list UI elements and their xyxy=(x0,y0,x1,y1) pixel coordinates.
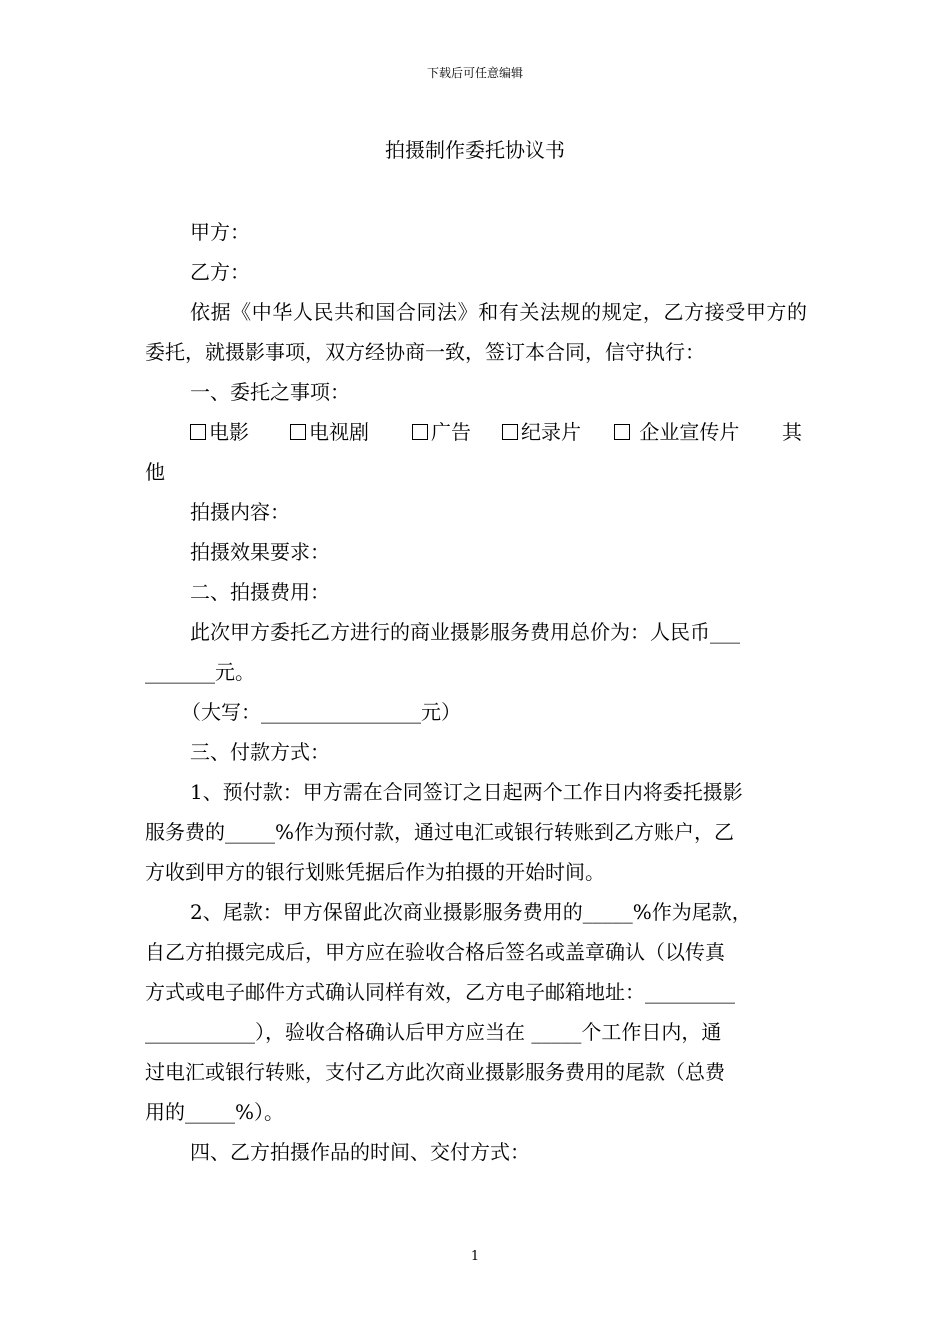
page-header: 下载后可任意编辑 xyxy=(426,66,523,80)
balance-line-2: 自乙方拍摄完成后，甲方应在验收合格后签名或盖章确认（以传真 xyxy=(145,940,725,964)
shooting-effect-label: 拍摄效果要求： xyxy=(190,540,330,564)
section-2-heading: 二、拍摄费用： xyxy=(190,580,330,604)
document-body xyxy=(145,212,807,1172)
section-1-heading: 一、委托之事项： xyxy=(190,380,350,404)
balance-line-5: 过电汇或银行转账，支付乙方此次商业摄影服务费用的尾款（总费 xyxy=(145,1060,725,1084)
fee-line-2: _______元。 xyxy=(145,660,255,684)
checkbox-film[interactable] xyxy=(190,424,206,440)
shooting-content-label: 拍摄内容： xyxy=(190,500,290,524)
option-documentary[interactable]: 纪录片 xyxy=(502,412,614,452)
page-number: 1 xyxy=(470,1249,480,1264)
intro-paragraph: 依据《中华人民共和国合同法》和有关法规的规定，乙方接受甲方的委托，就摄影事项，双方经协商一致，签订本合同，信守执行： xyxy=(145,300,807,364)
balance-line-1: 2、尾款：甲方保留此次商业摄影服务费用的_____%作为尾款， xyxy=(190,900,752,924)
option-other-continued: 他 xyxy=(145,460,165,484)
party-a-label: 甲方： xyxy=(190,220,250,244)
balance-line-3: 方式或电子邮件方式确认同样有效，乙方电子邮箱地址：_________ xyxy=(145,980,735,1004)
balance-line-6: 用的_____%）。 xyxy=(145,1100,285,1124)
option-tv-drama[interactable]: 电视剧 xyxy=(290,412,412,452)
commission-type-options xyxy=(145,412,807,452)
prepayment-line-3: 方收到甲方的银行划账凭据后作为拍摄的开始时间。 xyxy=(145,860,605,884)
section-3-heading: 三、付款方式： xyxy=(190,740,330,764)
checkbox-corporate-video[interactable] xyxy=(614,424,630,440)
document-title: 拍摄制作委托协议书 xyxy=(385,138,565,162)
option-advertisement[interactable]: 广告 xyxy=(412,412,502,452)
fee-line-1: 此次甲方委托乙方进行的商业摄影服务费用总价为：人民币___ xyxy=(190,620,740,644)
checkbox-documentary[interactable] xyxy=(502,424,518,440)
option-corporate-video[interactable]: 企业宣传片 xyxy=(614,412,782,452)
option-film[interactable]: 电影 xyxy=(190,412,290,452)
balance-line-4: ___________），验收合格确认后甲方应当在 _____个工作日内，通 xyxy=(145,1020,722,1044)
prepayment-line-2: 服务费的_____%作为预付款，通过电汇或银行转账到乙方账户，乙 xyxy=(145,820,735,844)
option-other: 其 xyxy=(782,420,802,444)
checkbox-advertisement[interactable] xyxy=(412,424,428,440)
section-4-heading: 四、乙方拍摄作品的时间、交付方式： xyxy=(190,1140,530,1164)
checkbox-tv-drama[interactable] xyxy=(290,424,306,440)
party-b-label: 乙方： xyxy=(190,260,250,284)
prepayment-line-1: 1、预付款：甲方需在合同签订之日起两个工作日内将委托摄影 xyxy=(190,780,743,804)
fee-capitalized-line: （大写：________________元） xyxy=(181,700,461,724)
